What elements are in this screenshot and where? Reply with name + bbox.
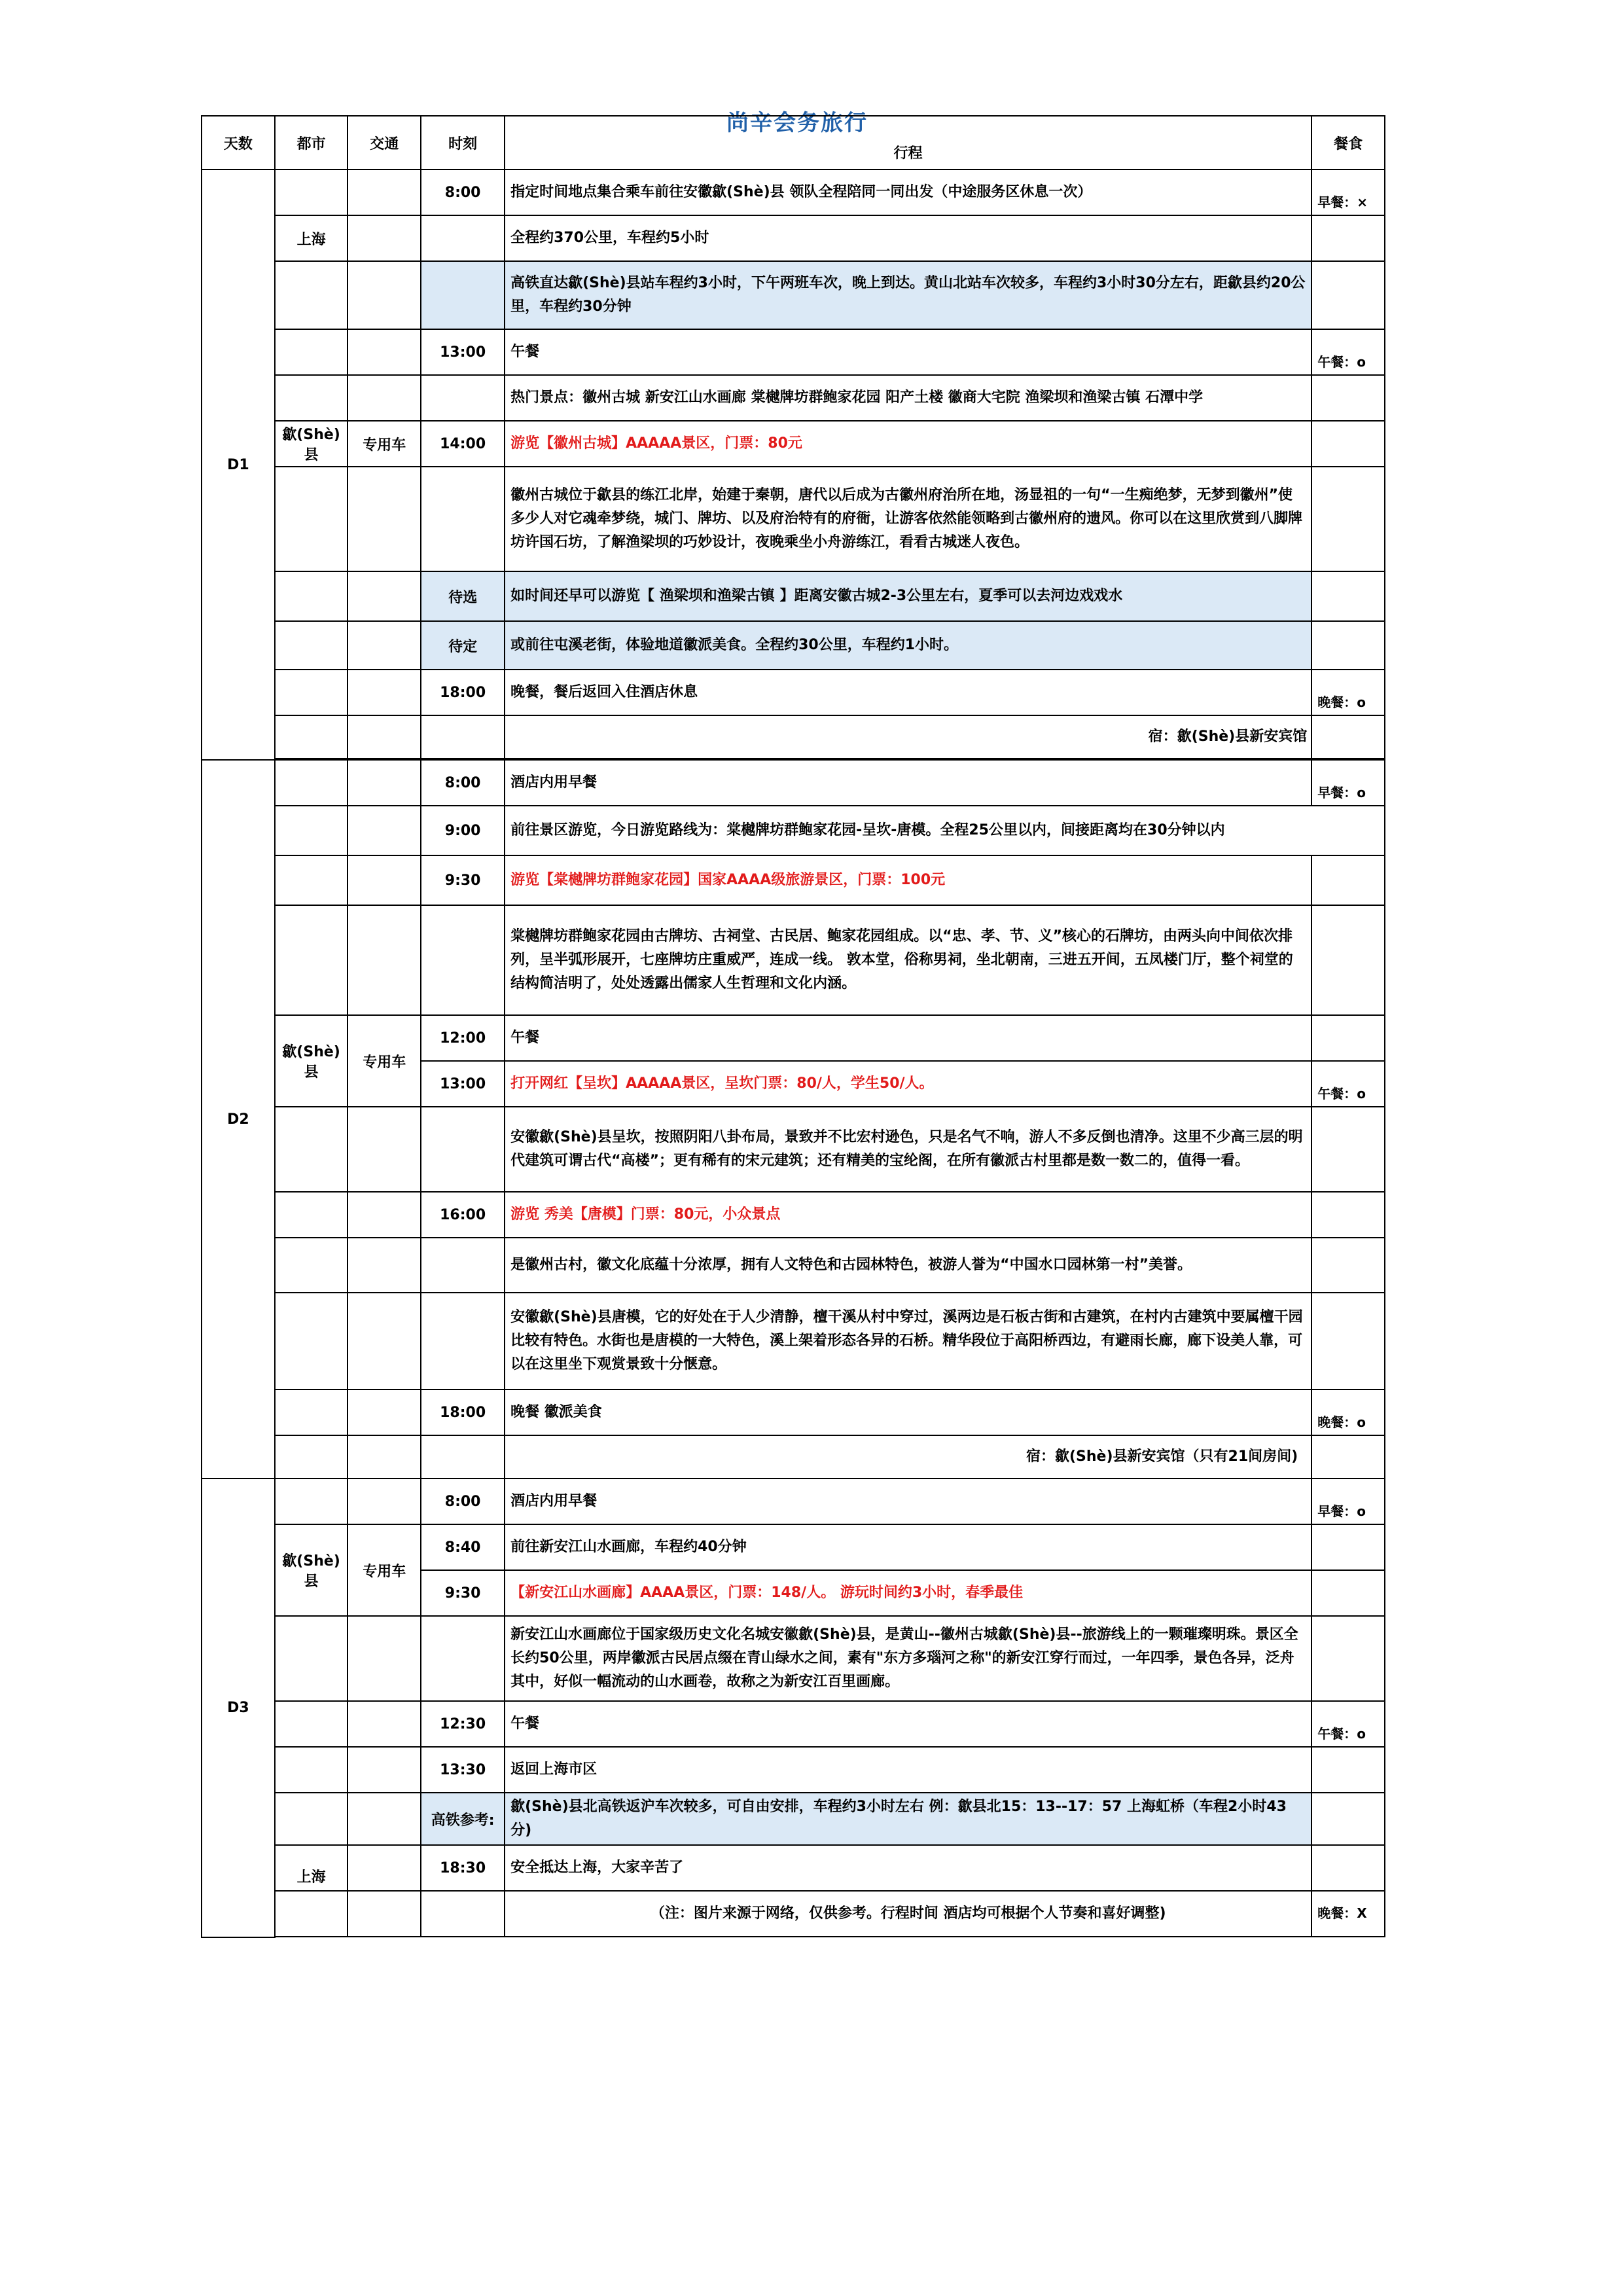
table-row [202,1524,1385,1570]
transport-cell-empty [348,670,421,715]
time-cell: 13:00 [421,1061,505,1107]
time-cell: 8:00 [421,170,505,215]
meal-cell: 早餐：× [1311,170,1385,215]
meal-cell-empty [1311,1015,1385,1061]
day-cell: D3 [202,1479,275,1937]
city-cell-empty [275,1891,348,1937]
city-cell: 歙(Shè)县 [275,421,348,467]
city-cell-empty [275,170,348,215]
meal-cell: 早餐：o [1311,1479,1385,1524]
time-cell: 13:30 [421,1747,505,1793]
table-row [202,670,1385,715]
transport-cell-empty [348,621,421,670]
table-row [202,571,1385,621]
itinerary-cell: 【新安江山水画廊】AAAA景区，门票：148/人。 游玩时间约3小时，春季最佳 [505,1570,1311,1616]
itinerary-cell: 高铁直达歙(Shè)县站车程约3小时，下午两班车次，晚上到达。黄山北站车次较多，车程约3小时30分左右，距歙县约20公里，车程约30分钟 [505,261,1311,329]
time-cell-empty [421,375,505,421]
transport-cell-empty [348,806,421,855]
time-cell: 18:00 [421,1390,505,1435]
city-cell-empty [275,571,348,621]
transport-cell-empty [348,1479,421,1524]
itinerary-cell: 酒店内用早餐 [505,1479,1311,1524]
city-cell-empty [275,621,348,670]
note-cell: （注：图片来源于网络，仅供参考。行程时间 酒店均可根据个人节奏和喜好调整) [505,1891,1311,1937]
city-cell-empty [275,806,348,855]
meal-cell-empty [1311,215,1385,261]
table-row [202,806,1385,855]
table-row [202,1701,1385,1747]
itinerary-cell: 安徽歙(Shè)县唐模，它的好处在于人少清静，檀干溪从村中穿过，溪两边是石板古街和古建筑，在村内古建筑中要属檀干园比较有特色。水街也是唐模的一大特色，溪上架着形态各异的石桥。精华段位于高阳桥西边，有避雨长廊，廊下设美人靠，可以在这里坐下观赏景致十分惬意。 [505,1293,1311,1390]
meal-cell-empty [1311,1192,1385,1238]
transport-cell-empty [348,1293,421,1390]
city-cell: 上海 [275,215,348,261]
itinerary-cell: 是徽州古村，徽文化底蕴十分浓厚，拥有人文特色和古园林特色，被游人誉为“中国水口园林第一村”美誉。 [505,1238,1311,1293]
city-cell-empty [275,1435,348,1479]
meal-cell-empty [1311,1747,1385,1793]
day-cell: D2 [202,760,275,1479]
time-cell: 9:30 [421,855,505,905]
time-cell: 18:30 [421,1845,505,1891]
table-row [202,1107,1385,1192]
transport-cell-empty [348,855,421,905]
city-cell-empty [275,760,348,806]
time-cell: 16:00 [421,1192,505,1238]
itinerary-cell: 游览【棠樾牌坊群鲍家花园】国家AAAA级旅游景区，门票：100元 [505,855,1311,905]
city-cell-empty [275,1390,348,1435]
time-cell: 18:00 [421,670,505,715]
table-row [202,760,1385,806]
itinerary-cell: 新安江山水画廊位于国家级历史文化名城安徽歙(Shè)县，是黄山--徽州古城歙(Shè)县--旅游线上的一颗璀璨明珠。景区全长约50公里，两岸徽派古民居点缀在青山绿水之间，素有"东方多瑙河之称"的新安江穿行而过，一年四季，景色各异，泛舟其中，好似一幅流动的山水画卷，故称之为新安江百里画廊。 [505,1616,1311,1701]
table-row [202,1891,1385,1937]
time-cell: 待选 [421,571,505,621]
city-cell-empty [275,1747,348,1793]
city-cell-empty [275,905,348,1015]
itinerary-cell: 晚餐 徽派美食 [505,1390,1311,1435]
table-row [202,170,1385,215]
transport-cell-empty [348,329,421,375]
transport-cell-empty [348,1238,421,1293]
city-cell-empty [275,1616,348,1701]
meal-cell-empty [1311,1435,1385,1479]
transport-cell-empty [348,1793,421,1845]
header-meal: 餐食 [1311,116,1385,170]
hotel-cell: 宿：歙(Shè)县新安宾馆（只有21间房间) [505,1435,1311,1479]
table-row [202,421,1385,467]
transport-cell: 专用车 [348,1524,421,1616]
table-row [202,621,1385,670]
table-row [202,261,1385,329]
meal-cell-empty [1311,261,1385,329]
city-cell-empty [275,1793,348,1845]
transport-cell-empty [348,905,421,1015]
itinerary-table [201,115,1385,1938]
itinerary-cell: 或前往屯溪老街，体验地道徽派美食。全程约30公里，车程约1小时。 [505,621,1311,670]
city-cell-empty [275,375,348,421]
itinerary-cell: 安徽歙(Shè)县呈坎，按照阴阳八卦布局，景致并不比宏村逊色，只是名气不响，游人不多反倒也清净。这里不少高三层的明代建筑可谓古代“高楼”；更有稀有的宋元建筑；还有精美的宝纶阁，在所有徽派古村里都是数一数二的，值得一看。 [505,1107,1311,1192]
header-itinerary: 行程 [505,116,1311,170]
city-cell-empty [275,1293,348,1390]
itinerary-cell: 指定时间地点集合乘车前往安徽歙(Shè)县 领队全程陪同一同出发（中途服务区休息一次） [505,170,1311,215]
table-row [202,1390,1385,1435]
city-cell-empty [275,1238,348,1293]
header-time: 时刻 [421,116,505,170]
meal-cell-empty [1311,715,1385,759]
transport-cell-empty [348,1891,421,1937]
time-cell: 13:00 [421,329,505,375]
transport-cell-empty [348,1390,421,1435]
transport-cell-empty [348,1701,421,1747]
itinerary-cell: 如时间还早可以游览【 渔梁坝和渔梁古镇 】距离安徽古城2-3公里左右，夏季可以去河边戏戏水 [505,571,1311,621]
itinerary-cell: 游览【徽州古城】AAAAA景区，门票：80元 [505,421,1311,467]
meal-cell-empty [1311,467,1385,571]
transport-cell-empty [348,571,421,621]
meal-cell: 午餐：o [1311,1701,1385,1747]
meal-cell-empty [1311,1107,1385,1192]
itinerary-cell: 前往新安江山水画廊，车程约40分钟 [505,1524,1311,1570]
time-cell: 8:40 [421,1524,505,1570]
time-cell: 8:00 [421,760,505,806]
time-cell-empty [421,905,505,1015]
meal-cell-empty [1311,855,1385,905]
time-cell-empty [421,467,505,571]
time-cell-empty [421,1238,505,1293]
brand-title: 尚辛会务旅行 [726,110,868,136]
table-row [202,1616,1385,1701]
time-cell-empty [421,1107,505,1192]
time-cell-empty [421,1616,505,1701]
header-transport: 交通 [348,116,421,170]
time-cell: 9:30 [421,1570,505,1616]
time-cell-empty [421,1891,505,1937]
table-header-row [202,116,1385,170]
city-cell-empty [275,467,348,571]
time-cell: 待定 [421,621,505,670]
transport-cell: 专用车 [348,421,421,467]
meal-cell-empty [1311,905,1385,1015]
transport-cell-empty [348,467,421,571]
time-cell: 8:00 [421,1479,505,1524]
city-cell-empty [275,1107,348,1192]
time-cell-empty [421,261,505,329]
table-row [202,1015,1385,1061]
table-row [202,1845,1385,1891]
meal-cell-empty [1311,375,1385,421]
meal-cell-empty [1311,1793,1385,1845]
header-city: 都市 [275,116,348,170]
city-cell-empty [275,855,348,905]
itinerary-cell: 打开网红【呈坎】AAAAA景区，呈坎门票：80/人，学生50/人。 [505,1061,1311,1107]
transport-cell-empty [348,1192,421,1238]
meal-cell: 晚餐：o [1311,1390,1385,1435]
meal-cell-empty [1311,571,1385,621]
meal-cell-empty [1311,1845,1385,1891]
transport-cell-empty [348,760,421,806]
itinerary-cell: 午餐 [505,1701,1311,1747]
table-row [202,715,1385,759]
itinerary-cell: 酒店内用早餐 [505,760,1311,806]
transport-cell-empty [348,215,421,261]
day-cell: D1 [202,170,275,760]
hotel-cell: 宿：歙(Shè)县新安宾馆 [505,715,1311,759]
transport-cell-empty [348,715,421,759]
table-row [202,1238,1385,1293]
meal-cell-empty [1311,1616,1385,1701]
meal-cell: 晚餐：o [1311,670,1385,715]
transport-cell-empty [348,1845,421,1891]
itinerary-cell: 热门景点：徽州古城 新安江山水画廊 棠樾牌坊群鲍家花园 阳产土楼 徽商大宅院 渔梁坝和渔梁古镇 石潭中学 [505,375,1311,421]
header-day: 天数 [202,116,275,170]
table-row [202,1747,1385,1793]
city-cell-empty [275,1479,348,1524]
table-row [202,467,1385,571]
table-row [202,1192,1385,1238]
table-row [202,1435,1385,1479]
time-cell-empty [421,715,505,759]
meal-cell: 晚餐：X [1311,1891,1385,1937]
itinerary-cell: 徽州古城位于歙县的练江北岸，始建于秦朝，唐代以后成为古徽州府治所在地，汤显祖的一句“一生痴绝梦，无梦到徽州”使多少人对它魂牵梦绕，城门、牌坊、以及府治特有的府衙，让游客依然能领略到古徽州府的遗风。你可以在这里欣赏到八脚牌坊许国石坊，了解渔梁坝的巧妙设计，夜晚乘坐小舟游练江，看看古城迷人夜色。 [505,467,1311,571]
meal-cell-empty [1311,1524,1385,1570]
transport-cell: 专用车 [348,1015,421,1107]
time-cell-empty [421,215,505,261]
table-row [202,1793,1385,1845]
time-cell: 14:00 [421,421,505,467]
meal-cell-empty [1311,421,1385,467]
table-row [202,375,1385,421]
itinerary-cell: 安全抵达上海，大家辛苦了 [505,1845,1311,1891]
itinerary-cell: 前往景区游览，今日游览路线为：棠樾牌坊群鲍家花园-呈坎-唐模。全程25公里以内，间接距离均在30分钟以内 [505,806,1385,855]
itinerary-cell: 棠樾牌坊群鲍家花园由古牌坊、古祠堂、古民居、鲍家花园组成。以“忠、孝、节、义”核心的石牌坊，由两头向中间依次排列，呈半弧形展开，七座牌坊庄重威严，连成一线。 敦本堂，俗称男祠，坐北朝南，三进五开间，五凤楼门厅，整个祠堂的结构简洁明了，处处透露出儒家人生哲理和文化内涵。 [505,905,1311,1015]
transport-cell-empty [348,1747,421,1793]
transport-cell-empty [348,1616,421,1701]
itinerary-cell: 全程约370公里，车程约5小时 [505,215,1311,261]
meal-cell-empty [1311,1238,1385,1293]
table-row [202,905,1385,1015]
meal-cell: 午餐：o [1311,329,1385,375]
time-cell: 高铁参考: [421,1793,505,1845]
transport-cell-empty [348,261,421,329]
time-cell: 12:00 [421,1015,505,1061]
itinerary-cell: 午餐 [505,329,1311,375]
itinerary-cell: 午餐 [505,1015,1311,1061]
meal-cell-empty [1311,621,1385,670]
table-row [202,1293,1385,1390]
table-row [202,329,1385,375]
itinerary-cell: 游览 秀美【唐模】门票：80元，小众景点 [505,1192,1311,1238]
meal-cell: 早餐：o [1311,760,1385,806]
meal-cell-empty [1311,1293,1385,1390]
meal-cell-empty [1311,1570,1385,1616]
city-cell-empty [275,329,348,375]
city-cell: 上海 [275,1845,348,1891]
city-cell-empty [275,261,348,329]
itinerary-cell: 晚餐，餐后返回入住酒店休息 [505,670,1311,715]
meal-cell: 午餐：o [1311,1061,1385,1107]
time-cell: 9:00 [421,806,505,855]
transport-cell-empty [348,375,421,421]
table-row [202,215,1385,261]
city-cell: 歙(Shè)县 [275,1015,348,1107]
table-row [202,855,1385,905]
itinerary-cell: 歙(Shè)县北高铁返沪车次较多，可自由安排，车程约3小时左右 例：歙县北15：13--17：57 上海虹桥（车程2小时43分) [505,1793,1311,1845]
transport-cell-empty [348,1435,421,1479]
time-cell-empty [421,1435,505,1479]
city-cell-empty [275,1701,348,1747]
city-cell-empty [275,715,348,759]
city-cell: 歙(Shè)县 [275,1524,348,1616]
city-cell-empty [275,1192,348,1238]
city-cell-empty [275,670,348,715]
time-cell: 12:30 [421,1701,505,1747]
transport-cell-empty [348,170,421,215]
table-row [202,1479,1385,1524]
time-cell-empty [421,1293,505,1390]
itinerary-cell: 返回上海市区 [505,1747,1311,1793]
transport-cell-empty [348,1107,421,1192]
